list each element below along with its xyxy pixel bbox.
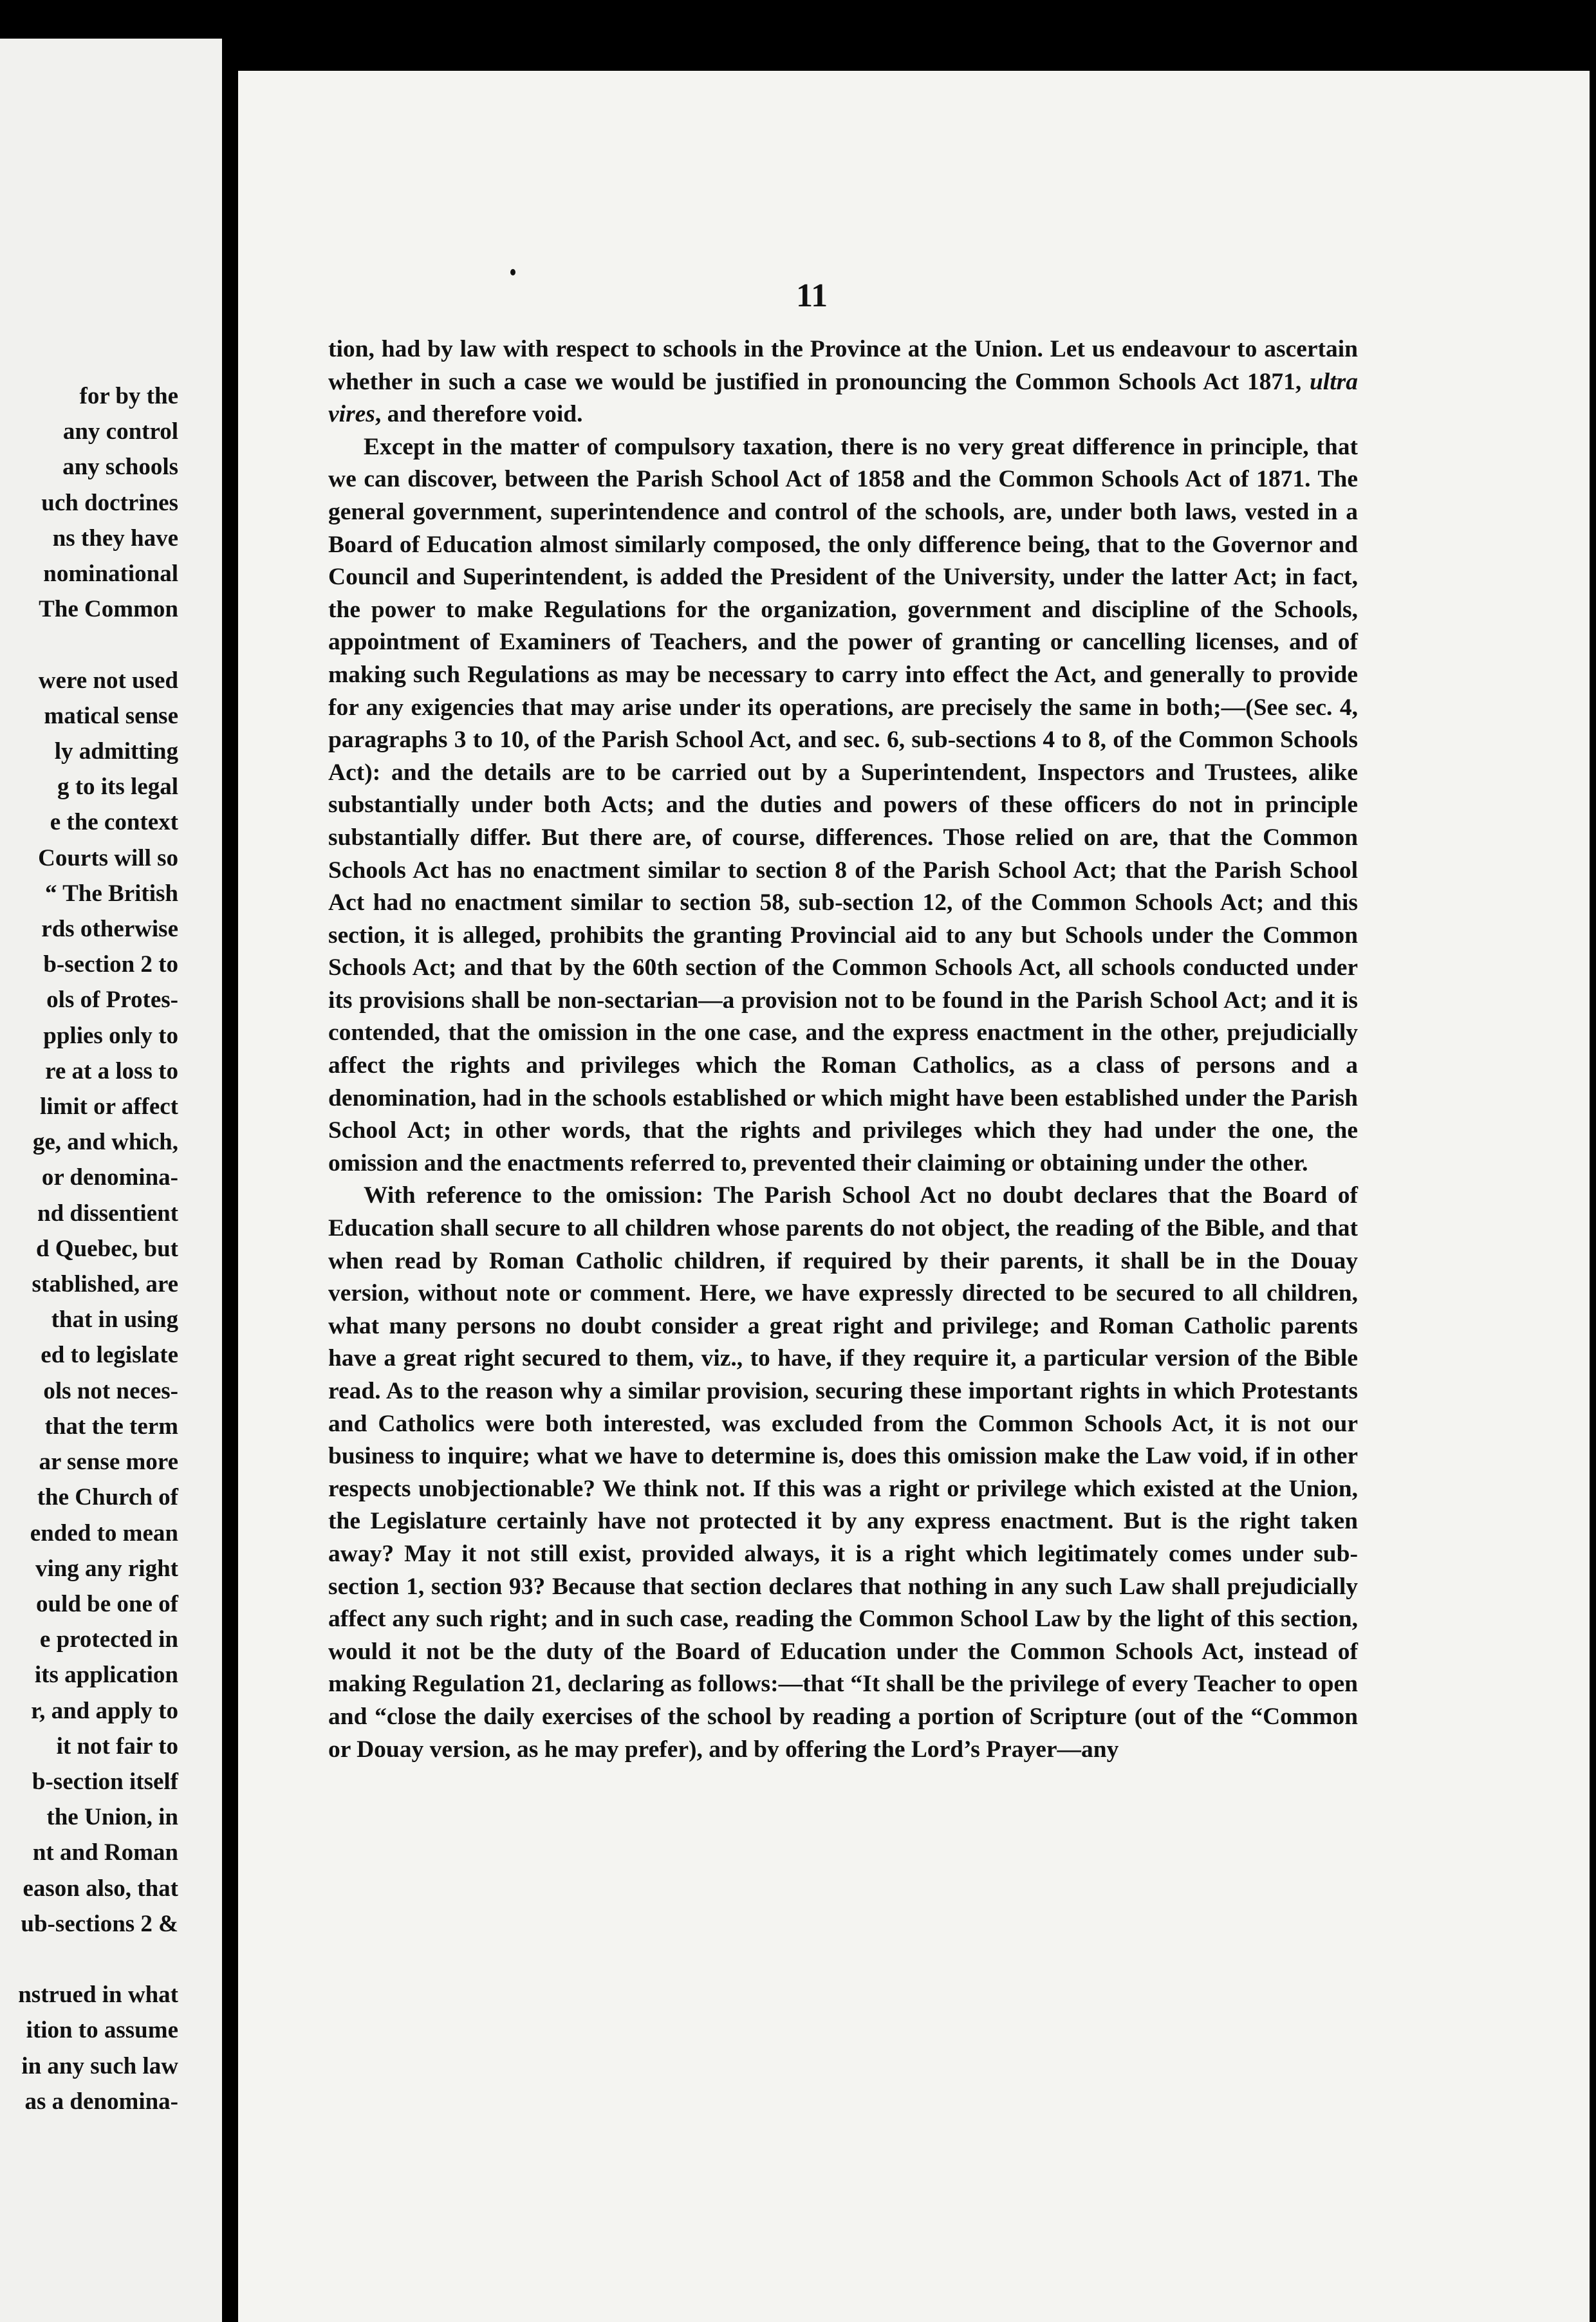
paragraph-text: With reference to the omission: The Parish School Act no doubt declares that the Board of Education shall secure to all children whose parents do not object, the reading of the Bible, and that when read by Roman Catholic children, if required by their parents, it shall be in the Douay version, without note or comment. Here, we have expressly directed to be secured to all children, what many persons no doubt consider a great right and privilege; and Roman Catholic parents have a great right secured to them, viz., to have, if they require it, a particular version of the Bible read. As to the reason why a similar provision, securing these important rights in which Protestants and Catholics were both interested, was excluded from the Common Schools Act, it is not our business to inquire; what we have to determine is, does this omission make the Law void, if in other respects unobjectionable? We think not. If this was a right or privilege which existed at the Union, the Legislature certainly have not protected it by any express enactment. But is the right taken away? May it not still exist, provided always, it is a right which legitimately comes under sub-section 1, section 93? Because that section declares that nothing in any such Law shall prejudicially affect any such right; and in such case, reading the Common School Law by the light of this section, would it not be the duty of the Board of Education under the Common Schools Act, instead of making Regulation 21, declaring as follows:—that “It shall be the privilege of every Teacher to open and “close the daily exercises of the school by reading a portion of Scripture (out of the “Common or Douay version, as he may prefer), and by offering the Lord’s Prayer—any (328, 1182, 1358, 1763)
left-line: nominational (43, 561, 178, 588)
left-line: d Quebec, but (35, 1235, 178, 1262)
paragraph-text: Except in the matter of compulsory taxation, there is no very great difference in principle, that we can discover, between the Parish School Act of 1858 and the Common Schools Act of 1871. The general government, superintendence and control of the schools, are, under both laws, vested in a Board of Education almost similarly composed, the only difference being, that to the Governor and Council and Superintendent, is added the President of the University, under the latter Act; in fact, the power to make Regulations for the organization, government and discipline of the Schools, appointment of Examiners of Teachers, and the power of granting or cancelling licenses, and of making such Regulations as may be necessary to carry into effect the Act, and generally to provide for any exigencies that may arise under its operations, are precisely the same in both;—(See sec. 4, paragraphs 3 to 10, of the Parish School Act, and sec. 6, sub-sections 4 to 8, of the Common Schools Act): and the details are to be carried out by a Superintendent, Inspectors and Trustees, alike substantially under both Acts; and the duties and powers of these officers do not in principle substantially differ. But there are, of course, differences. Those relied on are, that the Common Schools Act has no enactment similar to section 8 of the Parish School Act; that the Parish School Act had no enactment similar to section 58, sub-section 12, of the Common Schools Act; and this section, it is alleged, prohibits the granting Provincial aid to any but Schools under the Common Schools Act; and that by the 60th section of the Common Schools Act, all schools conducted under its provisions shall be non-sectarian—a provision not to be found in the Parish School Act; and it is contended, that the omission in the one case, and the express enactment in the other, prejudicially affect the rights and privileges which the Roman Catholics, as a class of persons and a denomination, had in the schools established or which might have been established under the Parish School Act; in other words, that the rights and privileges which they had under the one, the omission and the enactments referred to, prevented their claiming or obtaining under the other. (328, 433, 1358, 1176)
left-line: r, and apply to (31, 1697, 178, 1724)
left-line: ended to mean (30, 1519, 178, 1546)
left-line: eason also, that (23, 1875, 178, 1902)
page-gutter-rule (222, 61, 231, 2322)
left-line: were not used (38, 667, 178, 694)
left-line: “ The British (45, 880, 178, 907)
left-line: nstrued in what (18, 1982, 178, 2009)
left-line: ould be one of (35, 1590, 178, 1617)
left-line: ols not neces- (43, 1377, 178, 1404)
paragraph-text: , and therefore void. (375, 401, 583, 428)
left-line: Courts will so (38, 844, 178, 871)
left-line: ed to legislate (41, 1342, 178, 1369)
left-line: ub-sections 2 & (21, 1910, 178, 1937)
left-line: nd dissentient (37, 1200, 178, 1227)
left-page-fragment (0, 39, 222, 2322)
left-line: ns they have (52, 525, 178, 552)
left-line: ols of Protes- (46, 987, 178, 1014)
left-line: nt and Roman (32, 1839, 178, 1866)
left-line: ition to assume (26, 2017, 178, 2044)
left-line-blank (0, 627, 178, 662)
left-line: ar sense more (39, 1449, 178, 1476)
left-page-text (0, 378, 178, 2119)
left-line-blank (0, 1942, 178, 1977)
left-line: stablished, are (32, 1271, 178, 1298)
left-line: b-section itself (32, 1768, 178, 1795)
paragraph-text: tion, had by law with respect to schools in the Province at the Union. Let us endeavour to ascertain whether in such a case we would be justified in pronouncing the Common Schools Act 1871, (328, 336, 1358, 395)
left-line: re at a loss to (45, 1057, 178, 1084)
left-line: any schools (62, 454, 178, 481)
left-line: the Union, in (46, 1804, 178, 1831)
paragraph (328, 333, 1358, 431)
left-line: that in using (51, 1306, 178, 1333)
left-line: rds otherwise (41, 916, 178, 943)
paragraph (328, 1180, 1358, 1766)
left-line: g to its legal (57, 774, 178, 801)
left-line: its application (34, 1662, 178, 1689)
left-line: e the context (50, 809, 178, 836)
left-line: it not fair to (56, 1732, 178, 1760)
left-line: b-section 2 to (43, 951, 178, 978)
left-line: ge, and which, (32, 1129, 178, 1156)
left-line: ly admitting (54, 738, 178, 765)
left-line: ving any right (35, 1555, 178, 1582)
left-line: or denomina- (41, 1164, 178, 1191)
left-line: in any such law (21, 2052, 178, 2079)
left-line: the Church of (37, 1484, 178, 1511)
left-line: any control (62, 418, 178, 445)
left-line: that the term (44, 1413, 178, 1440)
left-line: matical sense (44, 702, 178, 729)
left-line: The Common (39, 596, 178, 623)
italic-phrase: ultra vires (328, 368, 1358, 428)
left-line: for by the (79, 383, 178, 409)
page-number: 11 (796, 277, 828, 314)
paragraph (328, 431, 1358, 1180)
left-line: pplies only to (43, 1022, 178, 1049)
left-line: limit or affect (39, 1093, 178, 1120)
left-line: e protected in (39, 1626, 178, 1653)
left-line: as a denomina- (24, 2088, 178, 2115)
print-dot-mark (510, 269, 515, 275)
left-line: uch doctrines (41, 489, 178, 516)
body-text (328, 333, 1358, 1766)
